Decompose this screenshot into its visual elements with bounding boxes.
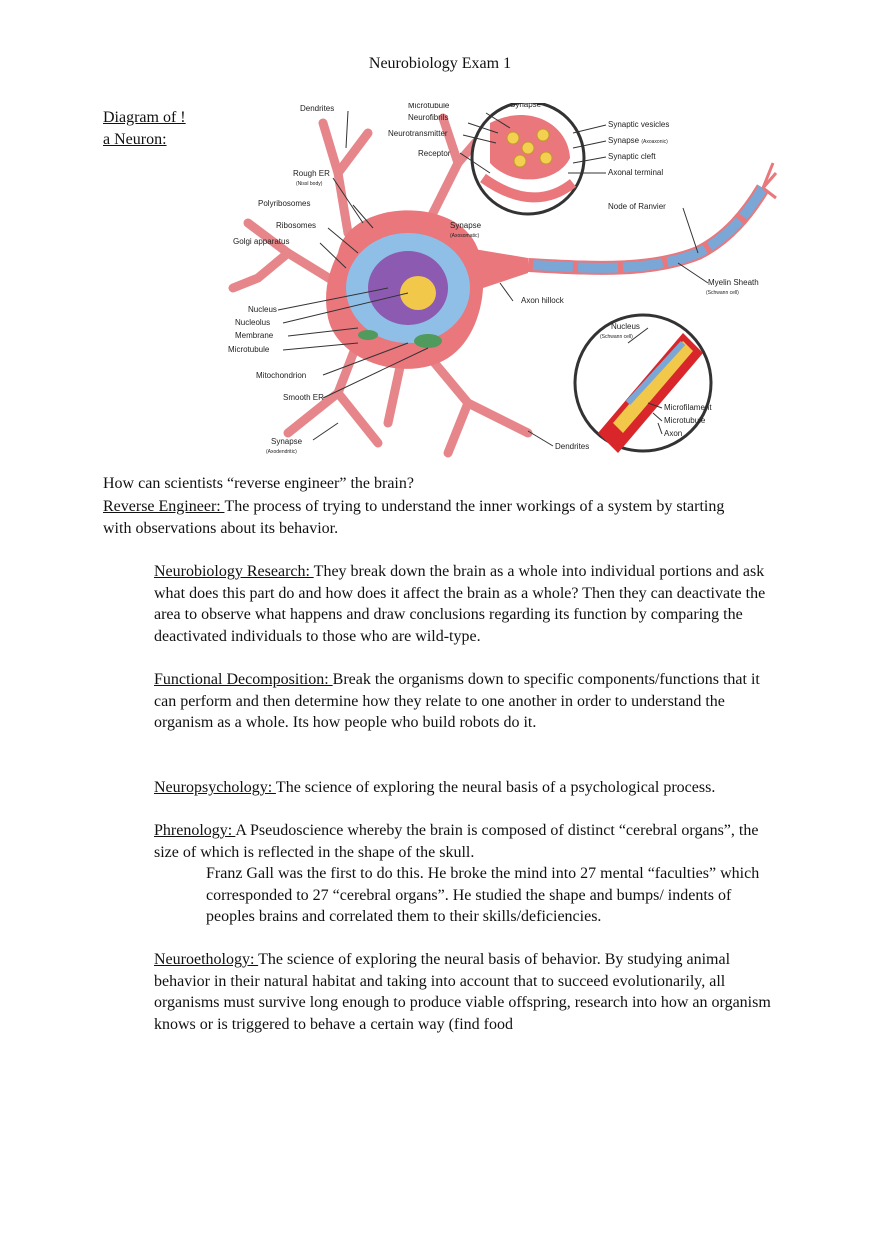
label-synapse-axosomatic: Synapse [450,221,482,230]
label-microtubule-left: Microtubule [228,345,270,354]
reverse-engineer-term: Reverse Engineer: [103,498,225,515]
diagram-caption-line-1: Diagram of ! [103,109,186,126]
label-synapse-axosomatic-sub: (Axosomatic) [450,233,480,239]
label-dendrites-bottom: Dendrites [555,442,590,451]
section-text: A Pseudoscience whereby the brain is composed of distinct “cerebral organs”, the size of which is reflected in the shape of the skull. [154,822,759,861]
section-phrenology [154,820,774,928]
section-term: Phrenology: [154,822,236,839]
label-dendrites-top: Dendrites [300,104,335,113]
section-neuroethology [154,949,774,1035]
reverse-engineer-definition [103,496,743,539]
label-nissl-body: (Nissl body) [296,181,323,187]
label-membrane: Membrane [235,331,274,340]
neuron-diagram [228,103,778,460]
label-nucleus-schwann: Nucleus [611,322,640,331]
section-neurobiology-research [154,561,774,647]
section-term: Neurobiology Research: [154,563,314,580]
label-synapse-axoaxonic-sub: (Axoaxonic) [641,139,668,145]
label-nucleus-schwann-sub: (Schwann cell) [600,334,633,340]
label-rough-er: Rough ER [293,169,330,178]
label-nucleus: Nucleus [248,305,277,314]
label-receptor: Receptor [418,149,451,158]
section-term: Functional Decomposition: [154,671,333,688]
phrenology-subnote: Franz Gall was the first to do this. He broke the mind into 27 mental “faculties” which corresponded to 27 “cerebral organs”. He studied the shape and bumps/ indents of peoples brains and correlated them to their skills/deficiencies. [206,865,760,926]
label-synaptic-vesicles: Synaptic vesicles [608,120,670,129]
nucleolus-shape [400,276,436,310]
label-nucleolus: Nucleolus [235,318,271,327]
label-synapse-top: Synapse [510,103,542,109]
section-term: Neuroethology: [154,951,259,968]
label-synapse-axoaxonic-main: Synapse [608,136,640,145]
label-axon: Axon [664,429,683,438]
section-text: They break down the brain as a whole into individual portions and ask what does this part do and how does it affect the brain as a whole? Then they can deactivate the area to observe what happens and draw conclusions regarding its function by comparing the deactivated individuals to those who are wild-type. [154,563,766,645]
label-synapse-axodendritic: Synapse [271,437,303,446]
question-heading: How can scientists “reverse engineer” the brain? [103,475,414,492]
label-axon-hillock: Axon hillock [521,296,564,305]
section-term: Neuropsychology: [154,779,276,796]
section-functional-decomposition [154,669,774,734]
label-neurotransmitter: Neurotransmitter [388,129,448,138]
diagram-caption-line-2: a Neuron: [103,131,167,148]
label-myelin-sheath: Myelin Sheath [708,278,759,287]
label-microtubule-top: Microtubule [408,103,450,110]
label-synapse-axodendritic-sub: (Axodendritic) [266,449,297,455]
label-microtubule-right: Microtubule [664,416,706,425]
label-mitochondrion: Mitochondrion [256,371,307,380]
section-neuropsychology [154,777,774,799]
label-synaptic-cleft: Synaptic cleft [608,152,656,161]
reverse-engineer-text: The process of trying to understand the inner workings of a system by starting with observations about its behavior. [103,498,725,537]
section-text: The science of exploring the neural basis of behavior. By studying animal behavior in their natural habitat and taking into account that to succeed evolutionarily, all organisms must survive long enough to produce viable offspring, research into how an organism knows or is triggered to behave a certain way (find food [154,951,771,1033]
label-smooth-er: Smooth ER [283,393,324,402]
label-axonal-terminal: Axonal terminal [608,168,664,177]
page-title: Neurobiology Exam 1 [368,55,512,72]
section-text: Break the organisms down to specific components/functions that it can perform and then determine how they relate to one another in order to understand the organism as a whole. Its how people who build robots do it. [154,671,760,732]
label-polyribosomes: Polyribosomes [258,199,311,208]
label-microfilament: Microfilament [664,403,712,412]
label-neurofibrils: Neurofibrils [408,113,449,122]
diagram-caption [103,107,186,151]
label-golgi-apparatus: Golgi apparatus [233,237,290,246]
label-ribosomes: Ribosomes [276,221,317,230]
label-node-of-ranvier: Node of Ranvier [608,202,666,211]
section-text: The science of exploring the neural basis of a psychological process. [275,779,716,796]
label-schwann-cell: (Schwann cell) [706,290,739,296]
phrenology-definition [154,820,774,863]
